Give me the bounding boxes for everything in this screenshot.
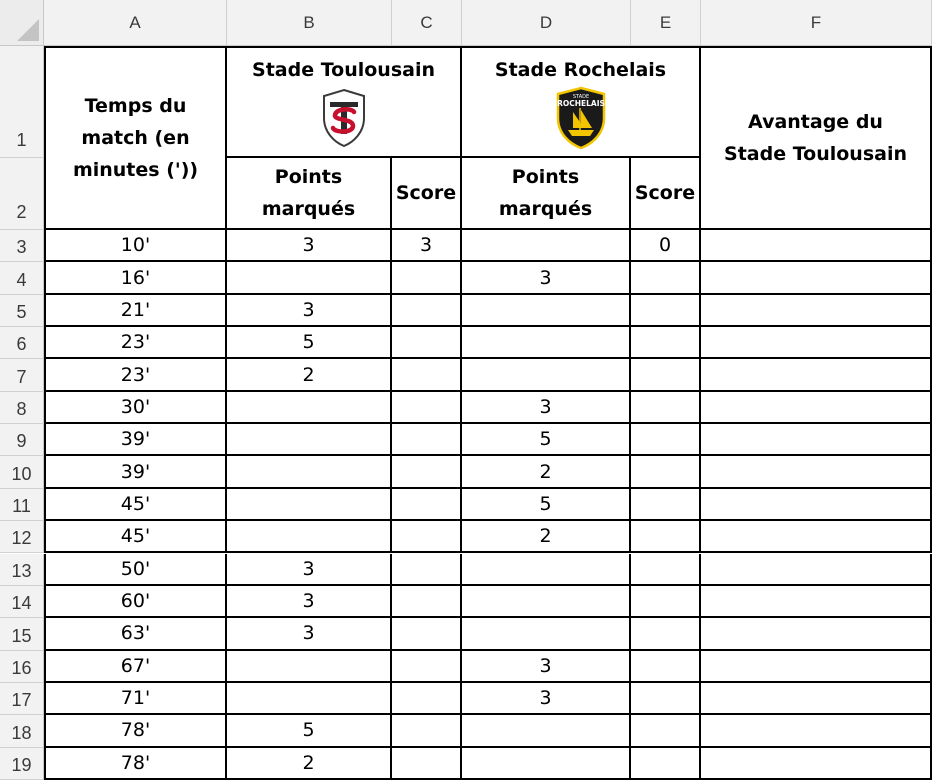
cell-advantage[interactable] — [701, 424, 932, 456]
cell-team1-points[interactable]: 2 — [227, 748, 392, 780]
cell-team2-points[interactable] — [462, 715, 631, 747]
row-header-7[interactable]: 7 — [0, 359, 44, 391]
cell-team2-score[interactable] — [631, 327, 701, 359]
cell-team2-score[interactable] — [631, 651, 701, 683]
cell-team1-points[interactable]: 3 — [227, 586, 392, 618]
cell-team1-points[interactable]: 2 — [227, 359, 392, 391]
cell-team2-points[interactable] — [462, 327, 631, 359]
cell-time[interactable]: 60' — [44, 586, 227, 618]
column-header-e[interactable]: E — [631, 0, 701, 46]
cell-time[interactable]: 78' — [44, 715, 227, 747]
row-header-19[interactable]: 19 — [0, 748, 44, 780]
stade-rochelais-logo — [554, 86, 608, 150]
team2-logo-top: STADE — [572, 94, 589, 100]
cell-team1-points[interactable]: 3 — [227, 230, 392, 262]
cell-team2-points[interactable]: 3 — [462, 392, 631, 424]
cell-advantage[interactable] — [701, 521, 932, 553]
row-header-4[interactable]: 4 — [0, 262, 44, 294]
cell-team1-points[interactable] — [227, 651, 392, 683]
cell-team1-score[interactable] — [392, 651, 462, 683]
cell-time[interactable]: 39' — [44, 424, 227, 456]
cell-team2-score[interactable] — [631, 424, 701, 456]
cell-time[interactable]: 23' — [44, 359, 227, 391]
row-header-11[interactable]: 11 — [0, 489, 44, 521]
cell-team2-header[interactable] — [462, 46, 701, 158]
cell-time[interactable]: 67' — [44, 651, 227, 683]
cell-time[interactable]: 45' — [44, 521, 227, 553]
stade-toulousain-logo — [320, 88, 368, 148]
cell-time[interactable]: 10' — [44, 230, 227, 262]
column-header-b[interactable]: B — [227, 0, 392, 46]
cell-team2-points[interactable] — [462, 748, 631, 780]
cell-team1-score[interactable] — [392, 748, 462, 780]
cell-team2-points[interactable]: 5 — [462, 424, 631, 456]
cell-advantage[interactable] — [701, 618, 932, 650]
cell-team2-points[interactable]: 3 — [462, 683, 631, 715]
cell-team1-score-header[interactable] — [392, 158, 462, 230]
spreadsheet-grid — [44, 46, 932, 780]
cell-advantage[interactable] — [701, 715, 932, 747]
cell-team2-points[interactable] — [462, 586, 631, 618]
column-header-c[interactable]: C — [392, 0, 462, 46]
team2-score-label: Score — [634, 182, 696, 204]
cell-team2-points[interactable]: 2 — [462, 456, 631, 488]
cell-time[interactable]: 71' — [44, 683, 227, 715]
cell-team2-points[interactable]: 5 — [462, 489, 631, 521]
cell-team1-score[interactable] — [392, 554, 462, 586]
cell-team1-score[interactable] — [392, 683, 462, 715]
cell-team1-points[interactable]: 3 — [227, 554, 392, 586]
cell-advantage[interactable] — [701, 456, 932, 488]
cell-team1-score[interactable]: 3 — [392, 230, 462, 262]
cell-advantage[interactable] — [701, 683, 932, 715]
advantage-header-label: Avantage du Stade Toulousain — [724, 111, 907, 165]
cell-team2-score[interactable] — [631, 683, 701, 715]
column-header-f[interactable]: F — [701, 0, 932, 46]
cell-team1-score[interactable] — [392, 295, 462, 327]
cell-team2-score[interactable] — [631, 748, 701, 780]
cell-team1-points[interactable] — [227, 489, 392, 521]
cell-team2-points[interactable] — [462, 554, 631, 586]
cell-team2-points[interactable]: 3 — [462, 651, 631, 683]
cell-team2-points-header[interactable] — [462, 158, 631, 230]
team1-name: Stade Toulousain — [252, 59, 435, 81]
team1-points-label: Points marqués — [261, 166, 356, 220]
cell-team2-points[interactable] — [462, 295, 631, 327]
row-header-16[interactable]: 16 — [0, 651, 44, 683]
cell-advantage[interactable] — [701, 230, 932, 262]
row-header-9[interactable]: 9 — [0, 424, 44, 456]
cell-team1-score[interactable] — [392, 456, 462, 488]
row-header-2[interactable]: 2 — [0, 158, 44, 230]
row-header-8[interactable]: 8 — [0, 392, 44, 424]
cell-team1-score[interactable] — [392, 618, 462, 650]
cell-advantage[interactable] — [701, 586, 932, 618]
cell-advantage[interactable] — [701, 489, 932, 521]
cell-time[interactable]: 39' — [44, 456, 227, 488]
row-header-17[interactable]: 17 — [0, 683, 44, 715]
cell-team1-score[interactable] — [392, 521, 462, 553]
cell-team1-points[interactable] — [227, 424, 392, 456]
cell-advantage[interactable] — [701, 748, 932, 780]
cell-team2-score[interactable] — [631, 359, 701, 391]
cell-team2-score[interactable] — [631, 262, 701, 294]
cell-team1-score[interactable] — [392, 715, 462, 747]
cell-advantage[interactable] — [701, 554, 932, 586]
cell-team2-score[interactable] — [631, 456, 701, 488]
team2-logo-main: ROCHELAIS — [556, 99, 605, 108]
cell-team2-points[interactable] — [462, 230, 631, 262]
cell-team1-header[interactable] — [227, 46, 462, 158]
row-header-15[interactable]: 15 — [0, 618, 44, 650]
cell-team1-points[interactable]: 5 — [227, 327, 392, 359]
cell-advantage[interactable] — [701, 651, 932, 683]
team2-name: Stade Rochelais — [494, 59, 667, 81]
cell-team2-score[interactable] — [631, 554, 701, 586]
cell-team2-points[interactable]: 2 — [462, 521, 631, 553]
cell-team1-points[interactable] — [227, 456, 392, 488]
select-all-icon — [17, 19, 39, 41]
cell-team2-points[interactable]: 3 — [462, 262, 631, 294]
cell-team2-score[interactable] — [631, 521, 701, 553]
cell-advantage[interactable] — [701, 359, 932, 391]
cell-time[interactable]: 63' — [44, 618, 227, 650]
row-header-13[interactable]: 13 — [0, 554, 44, 586]
cell-team2-score[interactable] — [631, 295, 701, 327]
cell-team1-score[interactable] — [392, 489, 462, 521]
cell-team2-score[interactable] — [631, 715, 701, 747]
cell-team1-points[interactable] — [227, 392, 392, 424]
cell-team1-score[interactable] — [392, 424, 462, 456]
cell-time-header[interactable] — [44, 46, 227, 230]
team1-score-label: Score — [395, 182, 457, 204]
cell-advantage-header[interactable] — [701, 46, 932, 230]
cell-advantage[interactable] — [701, 327, 932, 359]
team2-points-label: Points marqués — [498, 166, 593, 220]
time-header-label: Temps du match (en minutes (')) — [72, 95, 199, 181]
cell-time[interactable]: 50' — [44, 554, 227, 586]
cell-team1-points[interactable]: 3 — [227, 295, 392, 327]
cell-team2-score[interactable] — [631, 392, 701, 424]
cell-team1-score[interactable] — [392, 392, 462, 424]
cell-team2-score[interactable] — [631, 618, 701, 650]
row-header-6[interactable]: 6 — [0, 327, 44, 359]
cell-time[interactable]: 30' — [44, 392, 227, 424]
cell-team1-points[interactable] — [227, 262, 392, 294]
cell-team2-score[interactable] — [631, 586, 701, 618]
row-header-10[interactable]: 10 — [0, 456, 44, 488]
cell-advantage[interactable] — [701, 295, 932, 327]
cell-team1-points[interactable]: 5 — [227, 715, 392, 747]
row-header-14[interactable]: 14 — [0, 586, 44, 618]
cell-team1-score[interactable] — [392, 586, 462, 618]
cell-team1-points[interactable] — [227, 521, 392, 553]
cell-advantage[interactable] — [701, 262, 932, 294]
select-all-corner[interactable] — [0, 0, 44, 46]
row-header-1[interactable]: 1 — [0, 46, 44, 158]
cell-team2-score-header[interactable] — [631, 158, 701, 230]
cell-advantage[interactable] — [701, 392, 932, 424]
cell-time[interactable]: 21' — [44, 295, 227, 327]
column-header-d[interactable]: D — [462, 0, 631, 46]
cell-team2-score[interactable]: 0 — [631, 230, 701, 262]
cell-time[interactable]: 16' — [44, 262, 227, 294]
row-header-3[interactable]: 3 — [0, 230, 44, 262]
cell-team1-score[interactable] — [392, 262, 462, 294]
row-header-12[interactable]: 12 — [0, 521, 44, 553]
cell-team1-score[interactable] — [392, 359, 462, 391]
cell-time[interactable]: 78' — [44, 748, 227, 780]
cell-team2-points[interactable] — [462, 618, 631, 650]
cell-team1-score[interactable] — [392, 327, 462, 359]
cell-team1-points[interactable] — [227, 683, 392, 715]
cell-team1-points[interactable]: 3 — [227, 618, 392, 650]
column-header-a[interactable]: A — [44, 0, 227, 46]
cell-team1-points-header[interactable] — [227, 158, 392, 230]
row-header-5[interactable]: 5 — [0, 295, 44, 327]
cell-team2-score[interactable] — [631, 489, 701, 521]
cell-time[interactable]: 45' — [44, 489, 227, 521]
cell-team2-points[interactable] — [462, 359, 631, 391]
cell-time[interactable]: 23' — [44, 327, 227, 359]
row-header-18[interactable]: 18 — [0, 715, 44, 747]
